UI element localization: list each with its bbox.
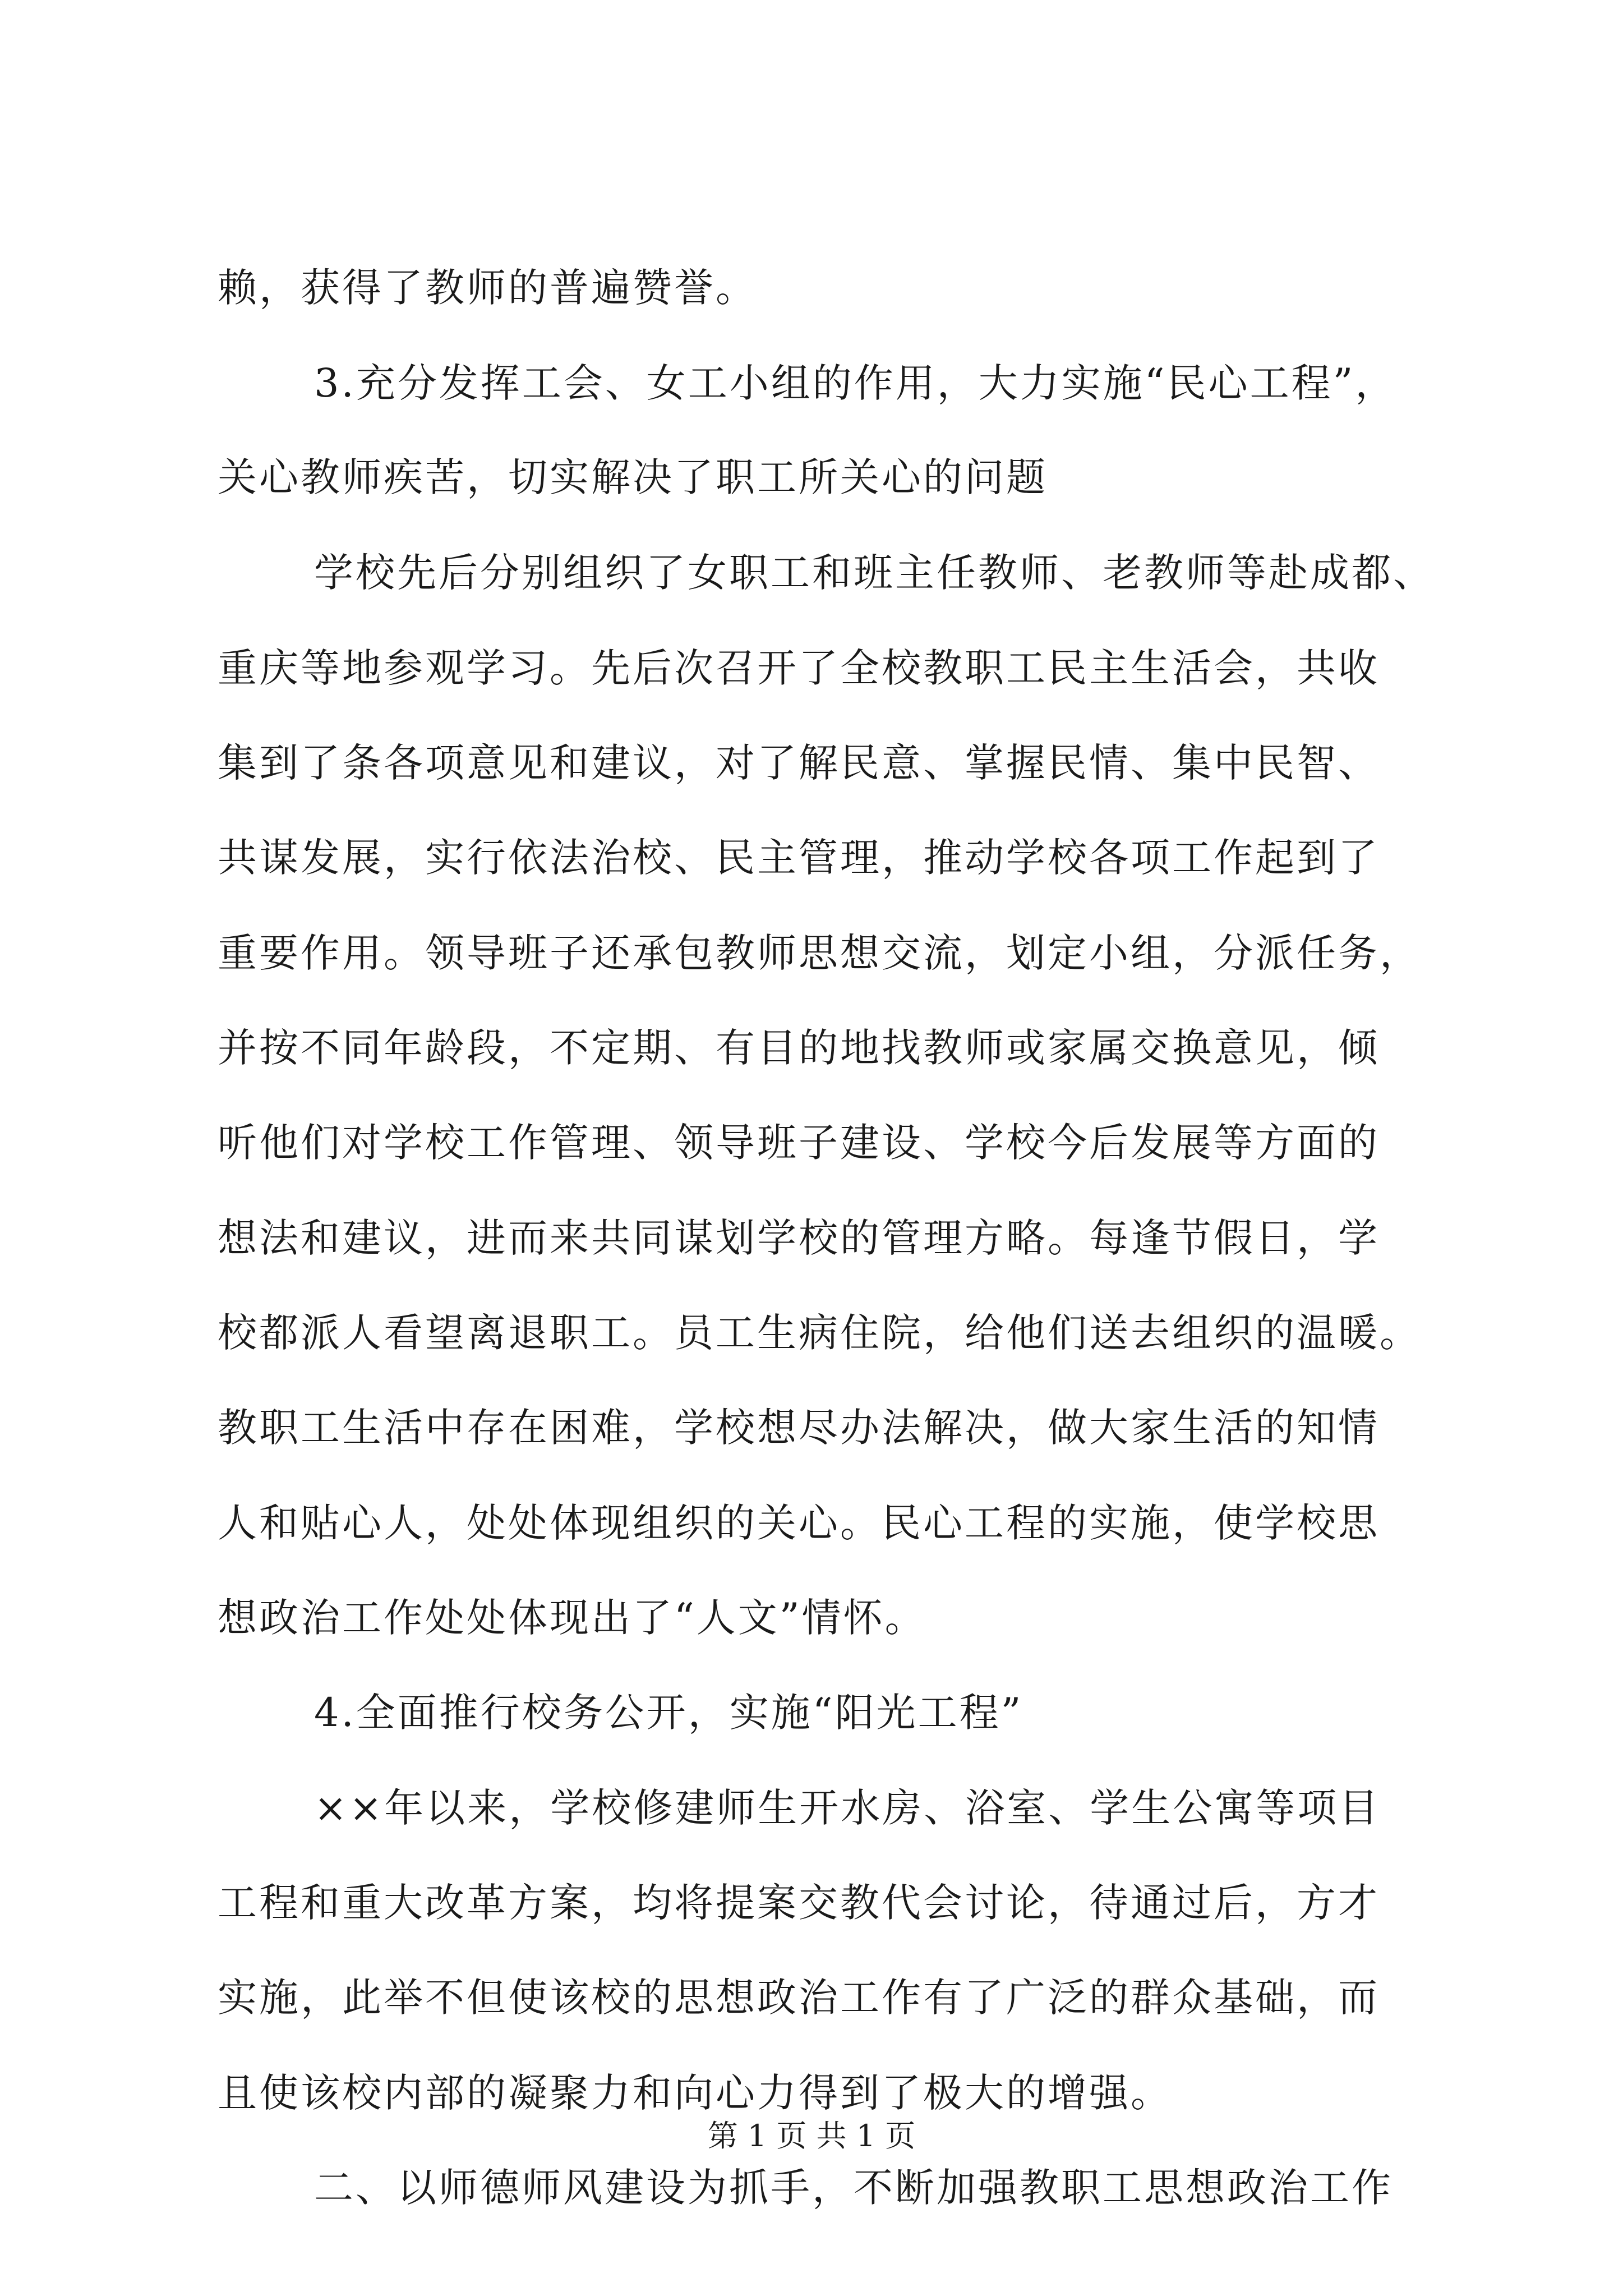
text-line: 赖，获得了教师的普遍赞誉。 — [218, 265, 757, 311]
text-line: ××年以来，学校修建师生开水房、浴室、学生公寓等项目 — [314, 1785, 1381, 1831]
text-line: 并按不同年龄段，不定期、有目的地找教师或家属交换意见，倾 — [218, 1025, 1380, 1071]
text-line: 想法和建议，进而来共同谋划学校的管理方略。每逢节假日，学 — [218, 1215, 1380, 1261]
section-heading-4: 4.全面推行校务公开，实施“阳光工程” — [314, 1690, 1023, 1736]
text-line: 校都派人看望离退职工。员工生病住院，给他们送去组织的温暖。 — [218, 1310, 1421, 1356]
text-line: 集到了条各项意见和建议，对了解民意、掌握民情、集中民智、 — [218, 740, 1380, 786]
text-line: 人和贴心人，处处体现组织的关心。民心工程的实施，使学校思 — [218, 1500, 1380, 1546]
section-heading-2: 二、以师德师风建设为抓手，不断加强教职工思想政治工作 — [314, 2165, 1393, 2211]
text-line: 教职工生活中存在困难，学校想尽办法解决，做大家生活的知情 — [218, 1405, 1380, 1451]
text-line: 重庆等地参观学习。先后次召开了全校教职工民主生活会，共收 — [218, 645, 1380, 691]
text-line: 关心教师疾苦，切实解决了职工所关心的问题 — [218, 454, 1048, 500]
text-line: 听他们对学校工作管理、领导班子建设、学校今后发展等方面的 — [218, 1120, 1380, 1166]
text-line: 实施，此举不但使该校的思想政治工作有了广泛的群众基础，而 — [218, 1975, 1380, 2021]
text-line: 想政治工作处处体现出了“人文”情怀。 — [218, 1595, 926, 1641]
text-line: 且使该校内部的凝聚力和向心力得到了极大的增强。 — [218, 2070, 1172, 2116]
text-line: 共谋发展，实行依法治校、民主管理，推动学校各项工作起到了 — [218, 835, 1380, 881]
text-line: 工程和重大改革方案，均将提案交教代会讨论，待通过后，方才 — [218, 1880, 1380, 1926]
section-heading-3: 3.充分发挥工会、女工小组的作用，大力实施“民心工程”， — [314, 360, 1397, 406]
text-line: 学校先后分别组织了女职工和班主任教师、老教师等赴成都、 — [314, 550, 1435, 596]
text-line: 重要作用。领导班子还承包教师思想交流，划定小组，分派任务， — [218, 930, 1421, 976]
page-footer: 第 1 页 共 1 页 — [707, 2118, 916, 2154]
